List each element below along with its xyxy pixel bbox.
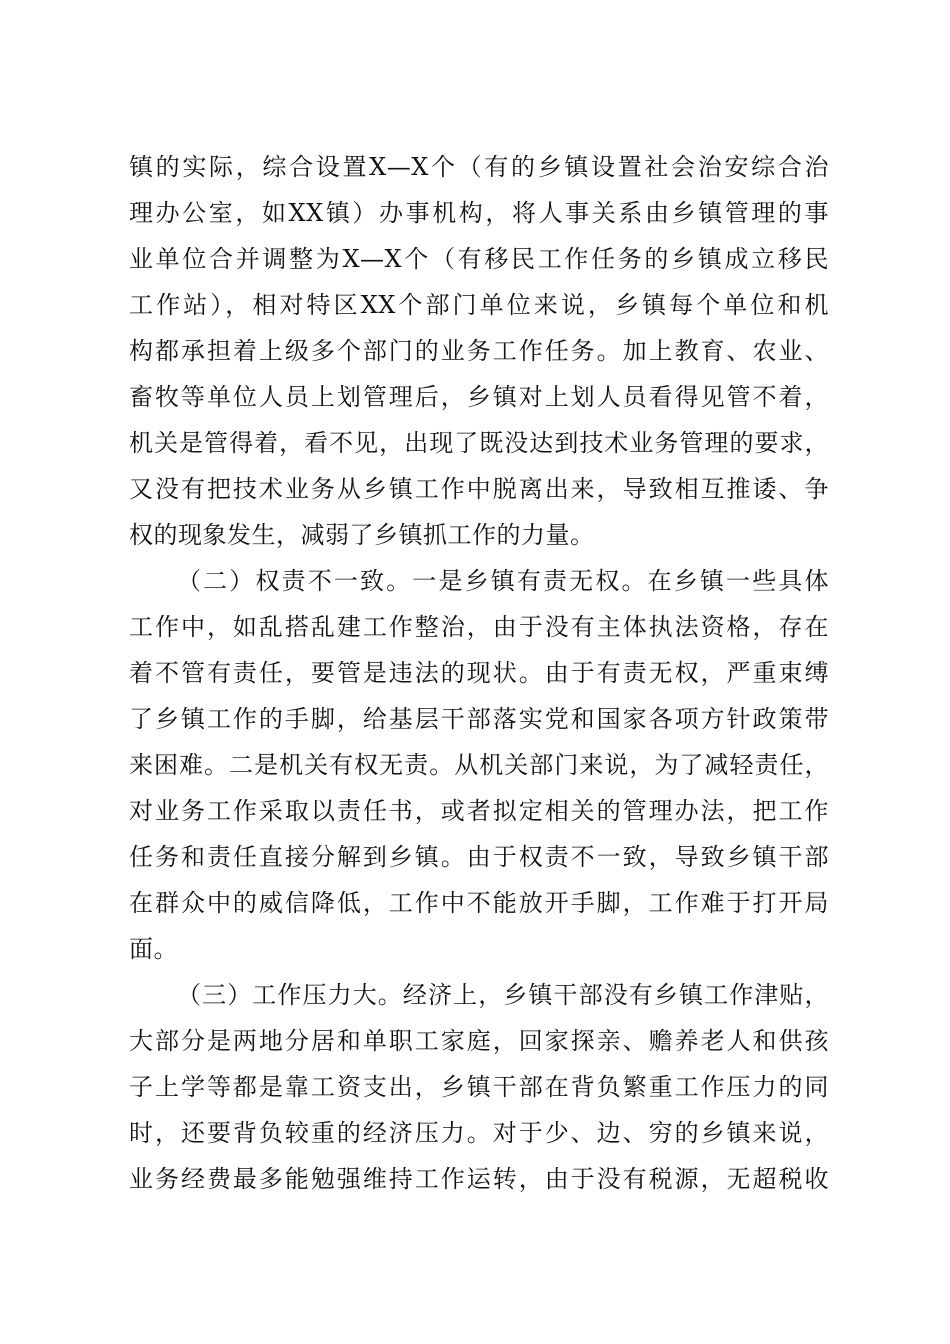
text-line: 构都承担着上级多个部门的业务工作任务。加上教育、农业、: [129, 337, 829, 365]
text-line: 了乡镇工作的手脚，给基层干部落实党和国家各项方针政策带: [129, 705, 829, 733]
text-line: 面。: [129, 935, 178, 963]
text-line: 在群众中的威信降低，工作中不能放开手脚，工作难于打开局: [129, 889, 829, 917]
text-line: 任务和责任直接分解到乡镇。由于权责不一致，导致乡镇干部: [129, 843, 829, 871]
section-heading-line: （二）权责不一致。一是乡镇有责无权。在乡镇一些具体: [177, 567, 829, 595]
section-heading-line: （三）工作压力大。经济上，乡镇干部没有乡镇工作津贴，: [177, 981, 829, 1009]
body-text: [129, 144, 829, 1202]
text-line: 又没有把技术业务从乡镇工作中脱离出来，导致相互推诿、争: [129, 475, 829, 503]
text-line: 对业务工作采取以责任书，或者拟定相关的管理办法，把工作: [129, 797, 829, 825]
text-line: 业单位合并调整为X—X个（有移民工作任务的乡镇成立移民: [129, 245, 829, 273]
text-line: 来困难。二是机关有权无责。从机关部门来说，为了减轻责任，: [129, 751, 829, 779]
text-line: 机关是管得着，看不见，出现了既没达到技术业务管理的要求，: [129, 429, 829, 457]
text-line: 工作站），相对特区XX个部门单位来说，乡镇每个单位和机: [129, 291, 829, 319]
text-line: 时，还要背负较重的经济压力。对于少、边、穷的乡镇来说，: [129, 1119, 829, 1147]
text-line: 业务经费最多能勉强维持工作运转，由于没有税源，无超税收: [129, 1165, 829, 1193]
text-line: 理办公室，如XX镇）办事机构，将人事关系由乡镇管理的事: [129, 199, 829, 227]
text-line: 镇的实际，综合设置X—X个（有的乡镇设置社会治安综合治: [129, 153, 829, 181]
text-line: 畜牧等单位人员上划管理后，乡镇对上划人员看得见管不着，: [129, 383, 829, 411]
text-line: 权的现象发生，减弱了乡镇抓工作的力量。: [129, 521, 595, 549]
text-line: 着不管有责任，要管是违法的现状。由于有责无权，严重束缚: [129, 659, 829, 687]
text-line: 子上学等都是靠工资支出，乡镇干部在背负繁重工作压力的同: [129, 1073, 829, 1101]
text-line: 工作中，如乱搭乱建工作整治，由于没有主体执法资格，存在: [129, 613, 829, 641]
text-line: 大部分是两地分居和单职工家庭，回家探亲、赡养老人和供孩: [129, 1027, 829, 1055]
